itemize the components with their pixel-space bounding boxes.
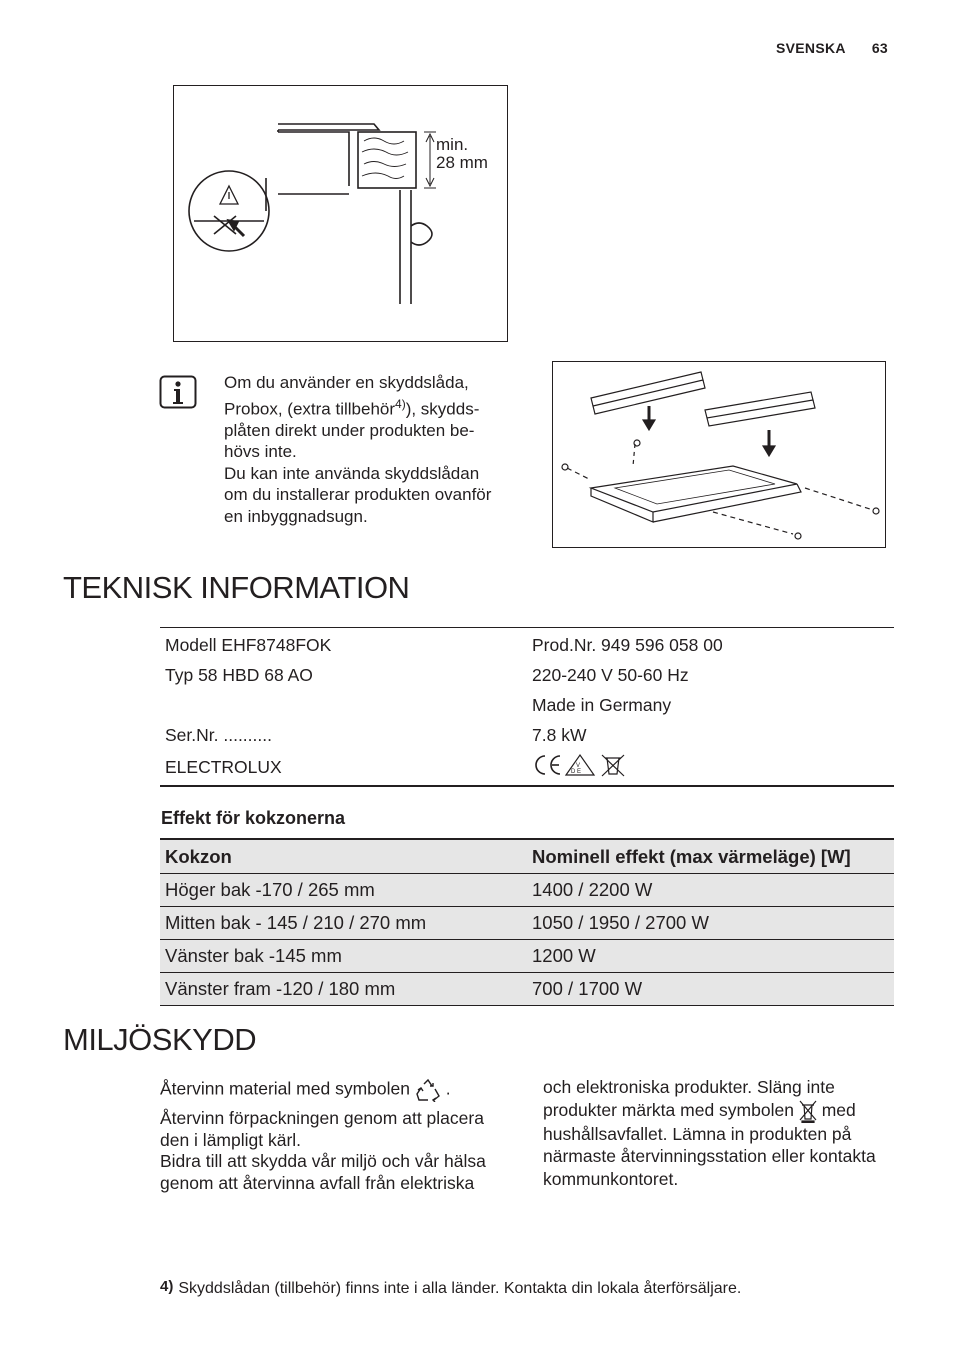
power-table-title: Effekt för kokzonerna [161,808,346,828]
spec-left: Modell EHF8748FOK [165,634,332,655]
spec-left: ELECTROLUX [165,757,282,777]
cooking-zone-power-table [160,838,894,1006]
environment-text-left [160,1078,510,1194]
note-line: Du kan inte använda skyddslådan [224,463,480,483]
clearance-label-line2: 28 mm [436,153,488,172]
clearance-illustration [174,86,507,341]
note-line: ), skydds- [405,399,480,419]
text: . [445,1078,451,1099]
recycle-icon [415,1078,441,1102]
spec-right: 7.8 kW [532,724,587,745]
section-title-technical: TEKNISK INFORMATION [63,570,410,605]
spec-row [160,720,894,750]
protection-box-figure [552,361,886,548]
weee-bin-icon [799,1099,817,1123]
spec-right: 220-240 V 50-60 Hz [532,664,689,685]
paragraph [543,1076,903,1190]
footnote-text: Skyddslådan (tillbehör) finns inte i alla länder. Kontakta din lokala återförsäljare. [178,1280,742,1297]
paragraph: Bidra till att skydda vår miljö och vår hälsa genom att återvinna avfall från elektriska [160,1151,486,1193]
spec-left: Typ 58 HBD 68 AO [165,664,313,685]
text: hushållsavfallet. Lämna in produkten på närmaste återvinningsstation eller kontakta kommunkontoret. [543,1123,876,1189]
table-cell: 1050 / 1950 / 2700 W [532,912,709,933]
note-line: plåten direkt under produkten be- [224,420,475,440]
spec-row [160,690,894,720]
table-cell: 1400 / 2200 W [532,879,653,900]
info-icon [159,375,197,409]
table-row [160,907,894,940]
text: och elektroniska produkter. Släng inte produkter märkta med symbolen [543,1077,835,1120]
note-line: om du installerar produkten ovanför [224,485,492,505]
page-number: 63 [871,40,888,56]
paragraph: Återvinn förpackningen genom att placera den i lämpligt kärl. [160,1108,484,1150]
spec-left: Ser.Nr. .......... [165,724,272,745]
protection-box-illustration [553,362,885,547]
spec-right: Prod.Nr. 949 596 058 00 [532,634,723,655]
clearance-label-line1: min. [436,135,469,154]
environment-text-right [543,1076,903,1190]
spec-row [160,660,894,690]
spec-row [160,750,894,785]
technical-spec-table [160,627,894,787]
spec-right: Made in Germany [532,694,672,715]
table-cell: Höger bak -170 / 265 mm [165,879,375,900]
table-cell: Mitten bak - 145 / 210 / 270 mm [165,912,427,933]
table-cell: Vänster fram -120 / 180 mm [165,978,396,999]
table-header: Nominell effekt (max värmeläge) [W] [532,845,851,867]
vde-mark-icon [566,755,594,775]
table-header: Kokzon [165,845,232,867]
table-row [160,874,894,907]
note-line: hövs inte. [224,442,297,462]
installation-clearance-figure [173,85,508,342]
text: Återvinn material med symbolen [160,1078,410,1099]
weee-bin-icon [602,755,624,776]
svg-text:V: V [576,763,581,769]
note-line: Om du använder en skyddslåda, [224,373,469,392]
ce-mark-icon [536,756,560,774]
certification-marks [532,752,894,783]
text: med [821,1099,856,1120]
spec-row [160,630,894,660]
svg-text:D E: D E [571,769,582,775]
footnote-marker: 4) [160,1278,174,1295]
table-row [160,940,894,973]
language-label: SVENSKA [776,40,846,56]
table-cell: Vänster bak -145 mm [165,945,342,966]
footnote [160,1280,741,1298]
table-row [160,973,894,1006]
note-line: Probox, (extra tillbehör [224,399,396,419]
info-note-text [224,372,524,527]
page-header [776,40,888,56]
paragraph [160,1078,510,1102]
table-header-row [160,840,894,874]
note-line: en inbyggnadsugn. [224,506,368,526]
section-title-environment: MILJÖSKYDD [63,1022,257,1057]
table-cell: 1200 W [532,945,596,966]
table-cell: 700 / 1700 W [532,978,643,999]
footnote-ref: 4) [395,396,406,411]
